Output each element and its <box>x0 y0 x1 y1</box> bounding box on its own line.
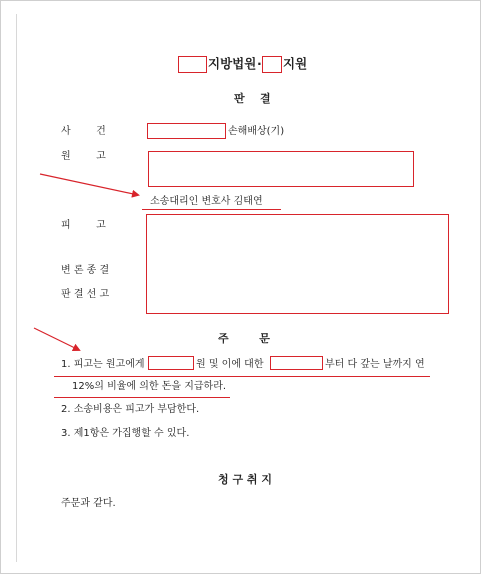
label-plaintiff: 원 고 <box>61 151 106 162</box>
order-heading: 주 문 <box>218 332 270 345</box>
label-ruling-date: 판 결 선 고 <box>61 289 110 300</box>
court-separator: · <box>257 56 262 71</box>
order-item-3: 3. 제1항은 가집행할 수 있다. <box>61 428 190 439</box>
plaintiff-attorney: 소송대리인 변호사 김태연 <box>150 196 263 207</box>
arrow-to-attorney <box>40 174 138 195</box>
order-item-1-part-3: 부터 다 갚는 날까지 연 <box>325 359 425 370</box>
order-item-2: 2. 소송비용은 피고가 부담한다. <box>61 404 200 415</box>
label-closing-date: 변 론 종 결 <box>61 265 110 276</box>
claim-body: 주문과 같다. <box>61 498 116 509</box>
order-item-1-part-4: 12%의 비율에 의한 돈을 지급하라. <box>72 381 227 392</box>
label-case: 사 건 <box>61 126 106 137</box>
arrow-to-order-item-1 <box>34 328 79 350</box>
case-name: 손해배상(기) <box>228 126 285 137</box>
label-defendant: 피 고 <box>61 220 106 231</box>
court-name-1: 지방법원 <box>208 56 257 71</box>
document-title: 판 결 <box>234 92 271 105</box>
claim-heading: 청 구 취 지 <box>218 473 272 486</box>
order-item-1-part-1: 1. 피고는 원고에게 <box>61 359 145 370</box>
court-name-2: 지원 <box>283 56 308 71</box>
order-item-1-part-2: 원 및 이에 대한 <box>196 359 264 370</box>
